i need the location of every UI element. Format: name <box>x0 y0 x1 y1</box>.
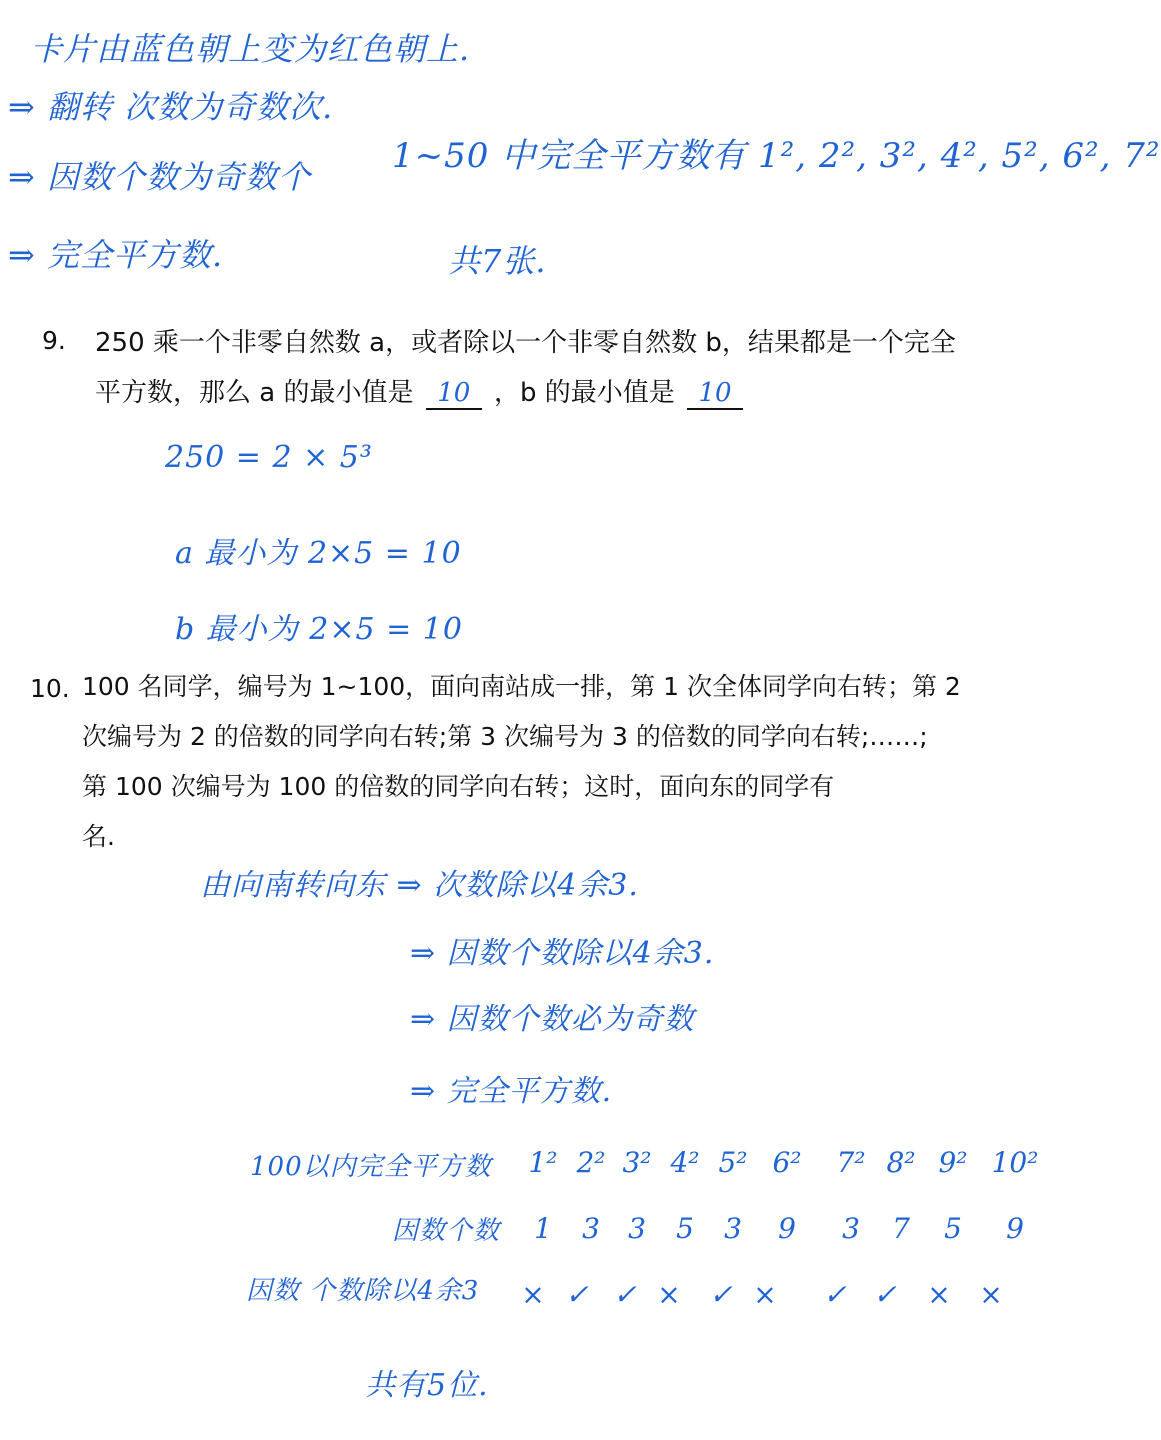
square-cell: 4² <box>670 1146 700 1179</box>
factor-count-cell: 3 <box>582 1212 600 1245</box>
q10-conclusion: 共有5位. <box>365 1368 489 1403</box>
mark-cell: ✓ <box>565 1278 589 1311</box>
factor-count-cell: 1 <box>534 1212 552 1245</box>
square-cell: 8² <box>886 1146 916 1179</box>
q10-work-factor-mod: ⇒ 因数个数除以4余3. <box>410 936 715 971</box>
factor-count-cell: 9 <box>1006 1212 1024 1245</box>
note-card-flip: 卡片由蓝色朝上变为红色朝上. <box>30 30 471 68</box>
mark-cell: ✓ <box>823 1278 847 1311</box>
square-cell: 9² <box>938 1146 968 1179</box>
factor-count-cell: 3 <box>724 1212 742 1245</box>
factor-count-cell: 5 <box>944 1212 962 1245</box>
q10-work-perfect-square: ⇒ 完全平方数. <box>410 1074 613 1109</box>
mark-cell: × <box>979 1278 1003 1311</box>
q10-text-line3: 第 100 次编号为 100 的倍数的同学向右转；这时，面向东的同学有 <box>82 772 835 801</box>
square-cell: 1² <box>528 1146 558 1179</box>
q10-text-line2: 次编号为 2 的倍数的同学向右转;第 3 次编号为 3 的倍数的同学向右转;……; <box>82 722 928 751</box>
q9-text-line2 <box>95 368 747 418</box>
table-label-factors: 因数个数 <box>392 1216 501 1246</box>
q9-work-a: a 最小为 2×5 = 10 <box>175 536 462 571</box>
table-label-squares: 100以内完全平方数 <box>250 1152 492 1182</box>
q10-number: 10. <box>30 674 70 703</box>
note-count: 共7张. <box>448 242 547 280</box>
note-factors-odd: ⇒ 因数个数为奇数个 <box>8 158 311 196</box>
mark-cell: ✓ <box>709 1278 733 1311</box>
q9-text-line2-a: 平方数，那么 a 的最小值是 <box>95 378 414 408</box>
mark-cell: ✓ <box>613 1278 637 1311</box>
note-perfect-square: ⇒ 完全平方数. <box>8 236 224 274</box>
note-flip-odd: ⇒ 翻转 次数为奇数次. <box>8 88 334 126</box>
note-squares-list: 1~50 中完全平方数有 1², 2², 3², 4², 5², 6², 7² <box>392 136 1161 176</box>
square-cell: 5² <box>718 1146 748 1179</box>
mark-cell: ✓ <box>873 1278 897 1311</box>
square-cell: 10² <box>991 1146 1039 1179</box>
q10-text-line4: 名. <box>82 822 115 851</box>
mark-cell: × <box>657 1278 681 1311</box>
q9-answer-a: 10 <box>426 378 482 410</box>
square-cell: 3² <box>622 1146 652 1179</box>
table-label-mod: 因数 个数除以4余3 <box>246 1276 480 1306</box>
factor-count-cell: 5 <box>676 1212 694 1245</box>
mark-cell: × <box>927 1278 951 1311</box>
q10-work-factor-odd: ⇒ 因数个数必为奇数 <box>410 1002 695 1037</box>
factor-count-cell: 7 <box>892 1212 910 1245</box>
mark-cell: × <box>521 1278 545 1311</box>
q9-text-line2-b: ，b 的最小值是 <box>494 378 675 408</box>
q10-text-line1: 100 名同学，编号为 1~100，面向南站成一排，第 1 次全体同学向右转；第 2 <box>82 672 961 701</box>
q9-number: 9. <box>42 326 66 355</box>
q9-work-b: b 最小为 2×5 = 10 <box>175 612 463 647</box>
q10-work-south-to-east: 由向南转向东 ⇒ 次数除以4余3. <box>200 868 639 903</box>
square-cell: 2² <box>576 1146 606 1179</box>
square-cell: 6² <box>772 1146 802 1179</box>
factor-count-cell: 3 <box>628 1212 646 1245</box>
factor-count-cell: 3 <box>842 1212 860 1245</box>
factor-count-cell: 9 <box>778 1212 796 1245</box>
q9-answer-b: 10 <box>687 378 743 410</box>
square-cell: 7² <box>836 1146 866 1179</box>
mark-cell: × <box>753 1278 777 1311</box>
q9-work-factorization: 250 = 2 × 5³ <box>165 440 373 475</box>
q9-text-line1: 250 乘一个非零自然数 a，或者除以一个非零自然数 b，结果都是一个完全 <box>95 328 956 358</box>
